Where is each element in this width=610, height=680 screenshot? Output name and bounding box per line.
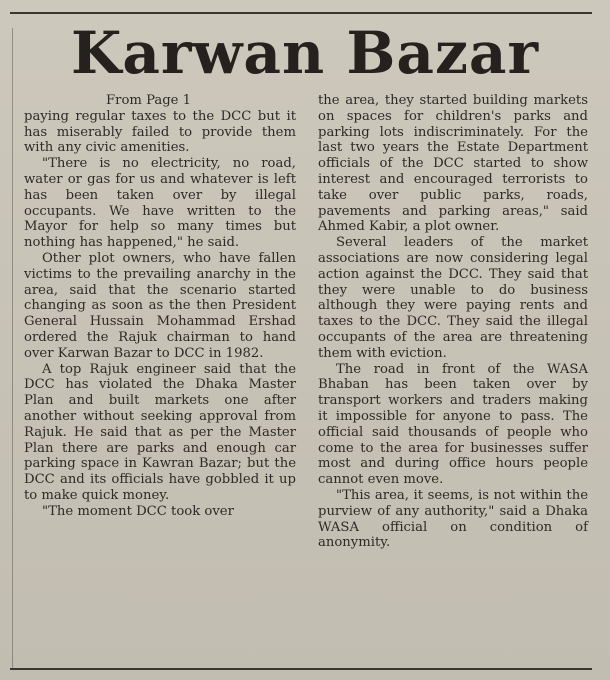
paragraph: "This area, it seems, is not within the purview of any authority," said a Dhaka WASA official on condition of anonymity. bbox=[318, 487, 588, 551]
bottom-rule bbox=[10, 668, 592, 670]
left-rule bbox=[12, 28, 13, 668]
article-column-right bbox=[318, 93, 588, 551]
paragraph: Other plot owners, who have fallen victims to the prevailing anarchy in the area, said that the scenario started changing as soon as the then President General Hussain Mohammad Ershad ordered the Rajuk chairman to hand over Karwan Bazar to DCC in 1982. bbox=[24, 250, 296, 361]
paragraph: The road in front of the WASA Bhaban has been taken over by transport workers and traders making it impossible for anyone to pass. The official said thousands of people who come to the area for businesses suffer most and during office hours people cannot even move. bbox=[318, 361, 588, 488]
top-rule bbox=[10, 12, 592, 14]
paragraph: the area, they started building markets on spaces for children's parks and parking lots indiscriminately. For the last two years the Estate Department officials of the DCC started to show interest and encouraged terrorists to take over public parks, roads, pavements and parking areas," said Ahmed Kabir, a plot owner. bbox=[318, 93, 588, 235]
paragraph: A top Rajuk engineer said that the DCC has violated the Dhaka Master Plan and built markets one after another without seeking approval from Rajuk. He said that as per the Master Plan there are parks and enough car parking space in Kawran Bazar; but the DCC and its officials have gobbled it up to make quick money. bbox=[24, 361, 296, 503]
article-column-left bbox=[24, 93, 296, 520]
headline: Karwan Bazar bbox=[70, 19, 540, 87]
paragraph: paying regular taxes to the DCC but it has miserably failed to provide them with any civic amenities. bbox=[24, 108, 296, 156]
paragraph: "There is no electricity, no road, water or gas for us and whatever is left has been taken over by illegal occupants. We have written to the Mayor for help so many times but nothing has happened," he said. bbox=[24, 156, 296, 251]
paragraph: "The moment DCC took over bbox=[42, 503, 234, 519]
from-page-label: From Page 1 bbox=[106, 93, 192, 108]
paragraph: Several leaders of the market associations are now considering legal action against the DCC. They said that they were unable to do business although they were paying rents and taxes to the DCC. They said the illegal occupants of the area are threatening them with eviction. bbox=[318, 235, 588, 361]
